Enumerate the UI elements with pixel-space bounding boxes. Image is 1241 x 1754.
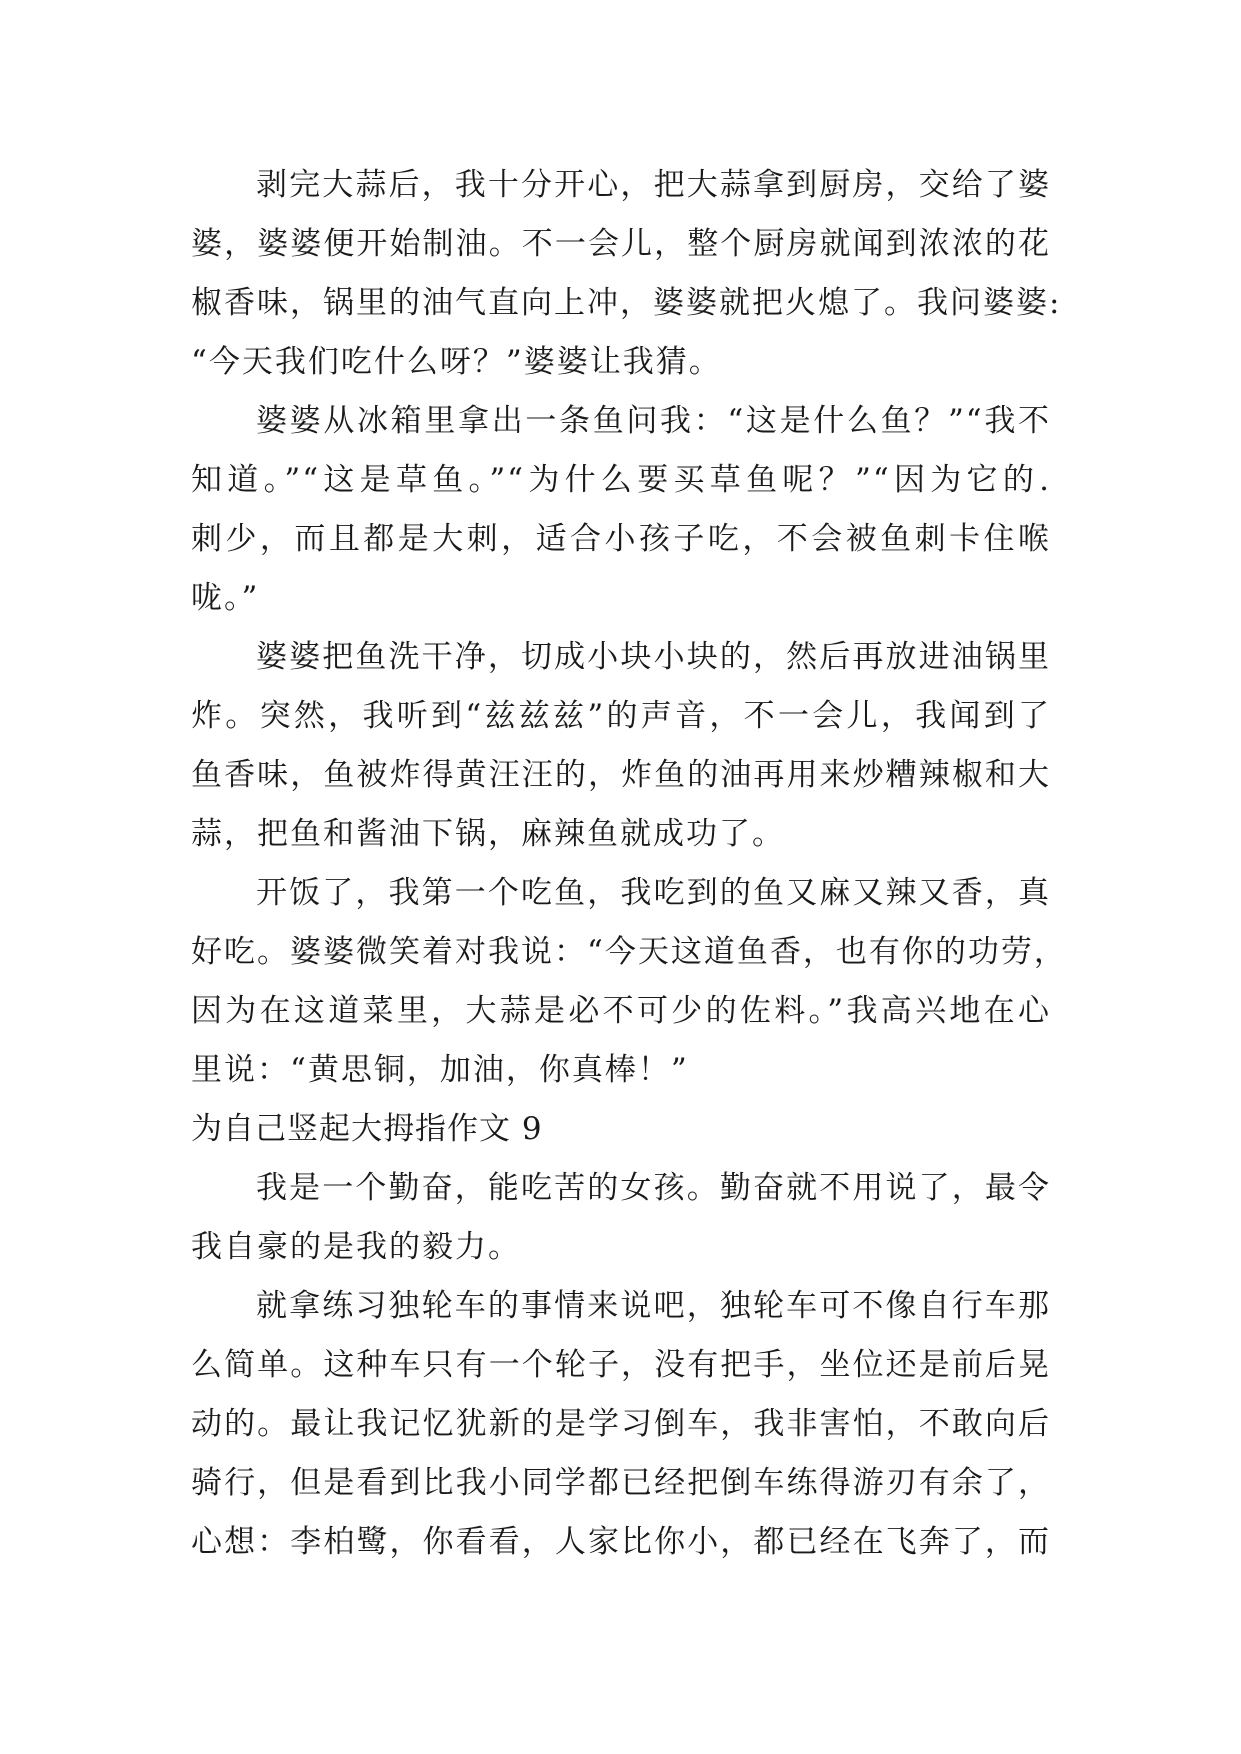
paragraph-line: 里说：“黄思铜，加油，你真棒！” — [191, 1052, 689, 1088]
paragraph-line: 我自豪的是我的毅力。 — [191, 1229, 521, 1265]
essay-body — [191, 156, 1067, 1572]
paragraph-line: 动的。最让我记忆犹新的是学习倒车，我非害怕，不敢向后 — [191, 1406, 1051, 1442]
paragraph-line: 开饭了，我第一个吃鱼，我吃到的鱼又麻又辣又香，真 — [256, 875, 1051, 911]
paragraph-line: 知道。”“这是草鱼。”“为什么要买草鱼呢？”“因为它的. — [191, 462, 1051, 498]
paragraph-line: 我是一个勤奋，能吃苦的女孩。勤奋就不用说了，最令 — [256, 1170, 1051, 1206]
paragraph-line: 心想：李柏鹭，你看看，人家比你小，都已经在飞奔了，而 — [191, 1524, 1051, 1560]
paragraph-line: 婆，婆婆便开始制油。不一会儿，整个厨房就闻到浓浓的花 — [191, 226, 1051, 262]
paragraph-line: 鱼香味，鱼被炸得黄汪汪的，炸鱼的油再用来炒糟辣椒和大 — [191, 757, 1051, 793]
paragraph-line: 婆婆把鱼洗干净，切成小块小块的，然后再放进油锅里 — [256, 639, 1051, 675]
paragraph-line: 婆婆从冰箱里拿出一条鱼问我：“这是什么鱼？”“我不 — [256, 403, 1051, 439]
paragraph-line: 因为在这道菜里，大蒜是必不可少的佐料。”我高兴地在心 — [191, 993, 1051, 1029]
essay-heading: 为自己竖起大拇指作文 9 — [191, 1111, 543, 1147]
paragraph-line: 骑行，但是看到比我小同学都已经把倒车练得游刃有余了， — [191, 1465, 1051, 1501]
paragraph-line: 刺少，而且都是大刺，适合小孩子吃，不会被鱼刺卡住喉 — [191, 521, 1051, 557]
paragraph-line: 么简单。这种车只有一个轮子，没有把手，坐位还是前后晃 — [191, 1347, 1051, 1383]
paragraph-line: 炸。突然，我听到“兹兹兹”的声音，不一会儿，我闻到了 — [191, 698, 1051, 734]
paragraph-line: 就拿练习独轮车的事情来说吧，独轮车可不像自行车那 — [256, 1288, 1051, 1324]
paragraph-line: 咙。” — [191, 580, 260, 616]
paragraph-line: 剥完大蒜后，我十分开心，把大蒜拿到厨房，交给了婆 — [256, 167, 1051, 203]
paragraph-line: 椒香味，锅里的油气直向上冲，婆婆就把火熄了。我问婆婆: — [191, 285, 1062, 321]
paragraph-line: 蒜，把鱼和酱油下锅，麻辣鱼就成功了。 — [191, 816, 785, 852]
paragraph-line: “今天我们吃什么呀？”婆婆让我猜。 — [191, 344, 722, 380]
paragraph-line: 好吃。婆婆微笑着对我说：“今天这道鱼香，也有你的功劳， — [191, 934, 1067, 970]
